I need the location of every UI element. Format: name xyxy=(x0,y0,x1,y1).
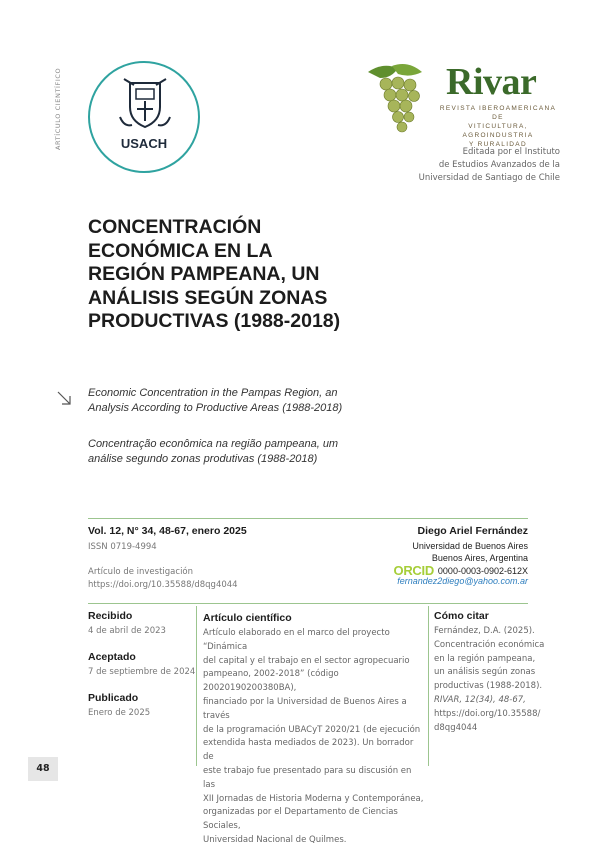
cite-text: Fernández, D.A. (2025). Concentración económica en la región pampeana, un análisis según zonas productivas (1988-2018). RIVAR, 12(34), 48-67, https://doi.org/10.35588/ d8qg4044 xyxy=(434,626,545,733)
issn: ISSN 0719-4994 xyxy=(88,542,157,552)
portuguese-title: Concentração econômica na região pampeana, um análise segundo zonas produtivas (1988-2018) xyxy=(88,438,339,465)
published-date: Enero de 2025 xyxy=(88,708,151,718)
cite-heading: Cómo citar xyxy=(434,610,489,622)
rivar-edited-by: Editada por el Instituto de Estudios Avanzados de la Universidad de Santiago de Chile xyxy=(418,147,560,183)
accepted-heading: Aceptado xyxy=(88,651,136,663)
received-heading: Recibido xyxy=(88,610,133,622)
english-title: Economic Concentration in the Pampas Region, an Analysis According to Productive Areas (1988-2018) xyxy=(88,387,343,414)
page-number: 48 xyxy=(28,757,58,781)
article-note-heading: Artículo científico xyxy=(203,612,292,624)
arrow-down-right-icon xyxy=(56,390,72,406)
usach-logo xyxy=(88,61,200,173)
divider-top xyxy=(88,518,528,519)
divider-bottom xyxy=(88,603,528,604)
received-date: 4 de abril de 2023 xyxy=(88,626,166,636)
orcid-id[interactable]: 0000-0003-0902-612X xyxy=(437,565,528,576)
article-title: CONCENTRACIÓN ECONÓMICA EN LA REGIÓN PAMPEANA, UN ANÁLISIS SEGÚN ZONAS PRODUCTIVAS (1988-2018) xyxy=(88,216,341,332)
grapes-icon xyxy=(362,62,436,142)
author-institution: Universidad de Buenos Aires Buenos Aires, Argentina xyxy=(412,541,528,563)
author-email[interactable]: fernandez2diego@yahoo.com.ar xyxy=(397,576,528,586)
published-heading: Publicado xyxy=(88,692,139,704)
usach-wordmark: USACH xyxy=(120,136,168,151)
author-name: Diego Ariel Fernández xyxy=(417,525,528,537)
accepted-date: 7 de septiembre de 2024 xyxy=(88,667,196,677)
article-type-side-label: ARTÍCULO CIENTÍFICO xyxy=(54,67,62,150)
doi-link[interactable]: https://doi.org/10.35588/d8qg4044 xyxy=(88,580,238,590)
column-divider-2 xyxy=(428,606,429,766)
column-divider-1 xyxy=(196,606,197,766)
usach-crest-icon xyxy=(116,77,174,135)
orcid-logo: ORCID xyxy=(393,563,434,578)
volume-info: Vol. 12, N° 34, 48-67, enero 2025 xyxy=(88,525,247,537)
rivar-wordmark: Rivar xyxy=(446,61,537,103)
article-type: Artículo de investigación xyxy=(88,567,194,577)
article-note-text: Artículo elaborado en el marco del proyecto “Dinámica del capital y el trabajo en el sector agropecuario pampeano, 2002-2018” (código 20020190200380BA), financiado por la Universidad de Buenos Aires a través de la programación UBACyT 2020/21 (de ejecución extendida hasta mediados de 2023). Un borrador de este trabajo fue presentado para su discusión en las XII Jornadas de Historia Moderna y Contemporánea, organizadas por el Departamento de Ciencias Sociales, Universidad Nacional de Quilmes. xyxy=(203,628,424,845)
rivar-subtitle: REVISTA IBEROAMERICANA DE VITICULTURA, AGROINDUSTRIA Y RURALIDAD xyxy=(439,105,557,148)
